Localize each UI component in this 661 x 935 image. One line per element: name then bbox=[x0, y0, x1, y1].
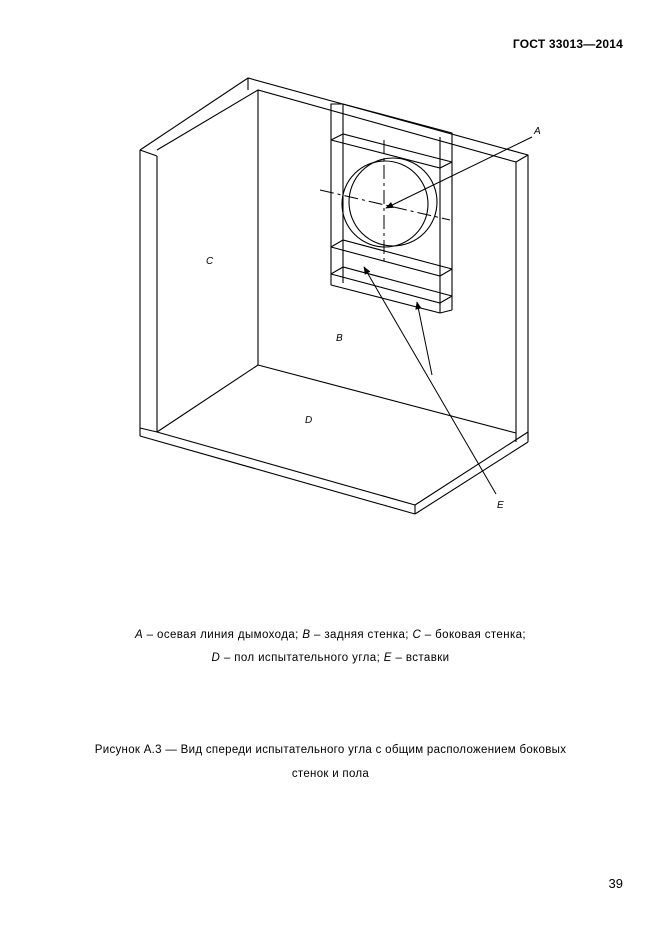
legend-text: – вставки bbox=[391, 652, 450, 664]
legend-text: – задняя стенка; bbox=[310, 629, 413, 641]
floor bbox=[140, 365, 528, 514]
label-e: E bbox=[497, 500, 504, 511]
legend-key: C bbox=[412, 629, 422, 641]
legend-text: – осевая линия дымохода; bbox=[143, 629, 303, 641]
leader-lines bbox=[364, 137, 532, 494]
legend-key: D bbox=[211, 652, 221, 664]
chimney-flue bbox=[342, 158, 437, 247]
legend bbox=[0, 624, 661, 670]
document-id: ГОСТ 33013—2014 bbox=[512, 37, 623, 51]
label-b: B bbox=[336, 333, 343, 344]
side-wall bbox=[140, 90, 258, 432]
legend-key: B bbox=[302, 629, 311, 641]
legend-line-2 bbox=[0, 647, 661, 670]
label-a: A bbox=[534, 126, 541, 137]
back-wall bbox=[140, 78, 528, 442]
legend-line-1 bbox=[0, 624, 661, 647]
legend-key: A bbox=[134, 629, 144, 641]
caption-line-1: Рисунок А.3 — Вид спереди испытательного угла с общим расположением боковых bbox=[94, 744, 567, 756]
figure-caption bbox=[0, 738, 661, 786]
label-c: C bbox=[206, 256, 214, 267]
legend-text: – пол испытательного угла; bbox=[220, 652, 384, 664]
legend-key: E bbox=[383, 652, 392, 664]
page-number: 39 bbox=[608, 876, 623, 891]
legend-text: – боковая стенка; bbox=[421, 629, 527, 641]
label-d: D bbox=[305, 415, 313, 426]
caption-line-2: стенок и пола bbox=[291, 768, 370, 780]
